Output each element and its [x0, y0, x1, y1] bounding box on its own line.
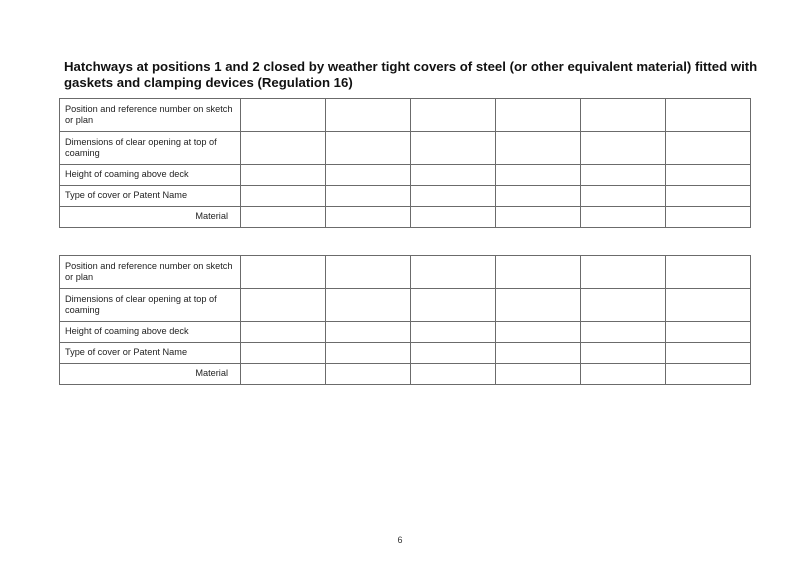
table-row [60, 207, 751, 228]
row-label-position: Position and reference number on sketch or plan [60, 256, 241, 289]
entry-cell[interactable] [581, 207, 666, 228]
row-label-height: Height of coaming above deck [60, 165, 241, 186]
entry-cell[interactable] [411, 132, 496, 165]
entry-cell[interactable] [326, 165, 411, 186]
row-label-dimensions: Dimensions of clear opening at top of coaming [60, 289, 241, 322]
entry-cell[interactable] [241, 186, 326, 207]
entry-cell[interactable] [326, 322, 411, 343]
table-row [60, 256, 751, 289]
entry-cell[interactable] [411, 343, 496, 364]
row-label-cover-type: Type of cover or Patent Name [60, 343, 241, 364]
entry-cell[interactable] [241, 322, 326, 343]
entry-cell[interactable] [666, 322, 751, 343]
hatchway-table-1 [59, 98, 751, 228]
entry-cell[interactable] [411, 186, 496, 207]
entry-cell[interactable] [581, 99, 666, 132]
entry-cell[interactable] [581, 256, 666, 289]
table-row [60, 289, 751, 322]
entry-cell[interactable] [496, 289, 581, 322]
entry-cell[interactable] [581, 364, 666, 385]
table-row [60, 99, 751, 132]
row-label-height: Height of coaming above deck [60, 322, 241, 343]
entry-cell[interactable] [241, 99, 326, 132]
hatchway-table-2 [59, 255, 751, 385]
entry-cell[interactable] [241, 343, 326, 364]
entry-cell[interactable] [411, 289, 496, 322]
entry-cell[interactable] [581, 289, 666, 322]
page-number: 6 [397, 535, 403, 545]
entry-cell[interactable] [496, 322, 581, 343]
entry-cell[interactable] [326, 186, 411, 207]
entry-cell[interactable] [581, 132, 666, 165]
entry-cell[interactable] [581, 322, 666, 343]
entry-cell[interactable] [666, 186, 751, 207]
entry-cell[interactable] [326, 99, 411, 132]
entry-cell[interactable] [241, 256, 326, 289]
row-label-cover-type: Type of cover or Patent Name [60, 186, 241, 207]
entry-cell[interactable] [326, 343, 411, 364]
entry-cell[interactable] [666, 364, 751, 385]
entry-cell[interactable] [411, 165, 496, 186]
entry-cell[interactable] [496, 165, 581, 186]
row-label-material: Material [60, 364, 241, 385]
entry-cell[interactable] [326, 289, 411, 322]
entry-cell[interactable] [666, 256, 751, 289]
entry-cell[interactable] [496, 343, 581, 364]
entry-cell[interactable] [241, 364, 326, 385]
entry-cell[interactable] [326, 132, 411, 165]
entry-cell[interactable] [496, 364, 581, 385]
row-label-position: Position and reference number on sketch or plan [60, 99, 241, 132]
entry-cell[interactable] [241, 165, 326, 186]
entry-cell[interactable] [411, 322, 496, 343]
entry-cell[interactable] [666, 132, 751, 165]
entry-cell[interactable] [411, 207, 496, 228]
entry-cell[interactable] [496, 99, 581, 132]
entry-cell[interactable] [411, 256, 496, 289]
entry-cell[interactable] [581, 343, 666, 364]
entry-cell[interactable] [666, 207, 751, 228]
entry-cell[interactable] [496, 207, 581, 228]
entry-cell[interactable] [496, 256, 581, 289]
entry-cell[interactable] [496, 186, 581, 207]
entry-cell[interactable] [666, 99, 751, 132]
entry-cell[interactable] [326, 364, 411, 385]
entry-cell[interactable] [241, 132, 326, 165]
entry-cell[interactable] [326, 256, 411, 289]
entry-cell[interactable] [581, 186, 666, 207]
table-row [60, 343, 751, 364]
entry-cell[interactable] [411, 99, 496, 132]
row-label-dimensions: Dimensions of clear opening at top of coaming [60, 132, 241, 165]
entry-cell[interactable] [666, 343, 751, 364]
table-row [60, 322, 751, 343]
entry-cell[interactable] [581, 165, 666, 186]
table-row [60, 132, 751, 165]
row-label-material: Material [60, 207, 241, 228]
entry-cell[interactable] [326, 207, 411, 228]
entry-cell[interactable] [666, 165, 751, 186]
entry-cell[interactable] [241, 289, 326, 322]
table-row [60, 186, 751, 207]
table-row [60, 364, 751, 385]
entry-cell[interactable] [241, 207, 326, 228]
document-title: Hatchways at positions 1 and 2 closed by weather tight covers of steel (or other equivalent material) fitted with gaskets and clamping devices (Regulation 16) [64, 59, 758, 90]
entry-cell[interactable] [496, 132, 581, 165]
table-row [60, 165, 751, 186]
entry-cell[interactable] [666, 289, 751, 322]
entry-cell[interactable] [411, 364, 496, 385]
